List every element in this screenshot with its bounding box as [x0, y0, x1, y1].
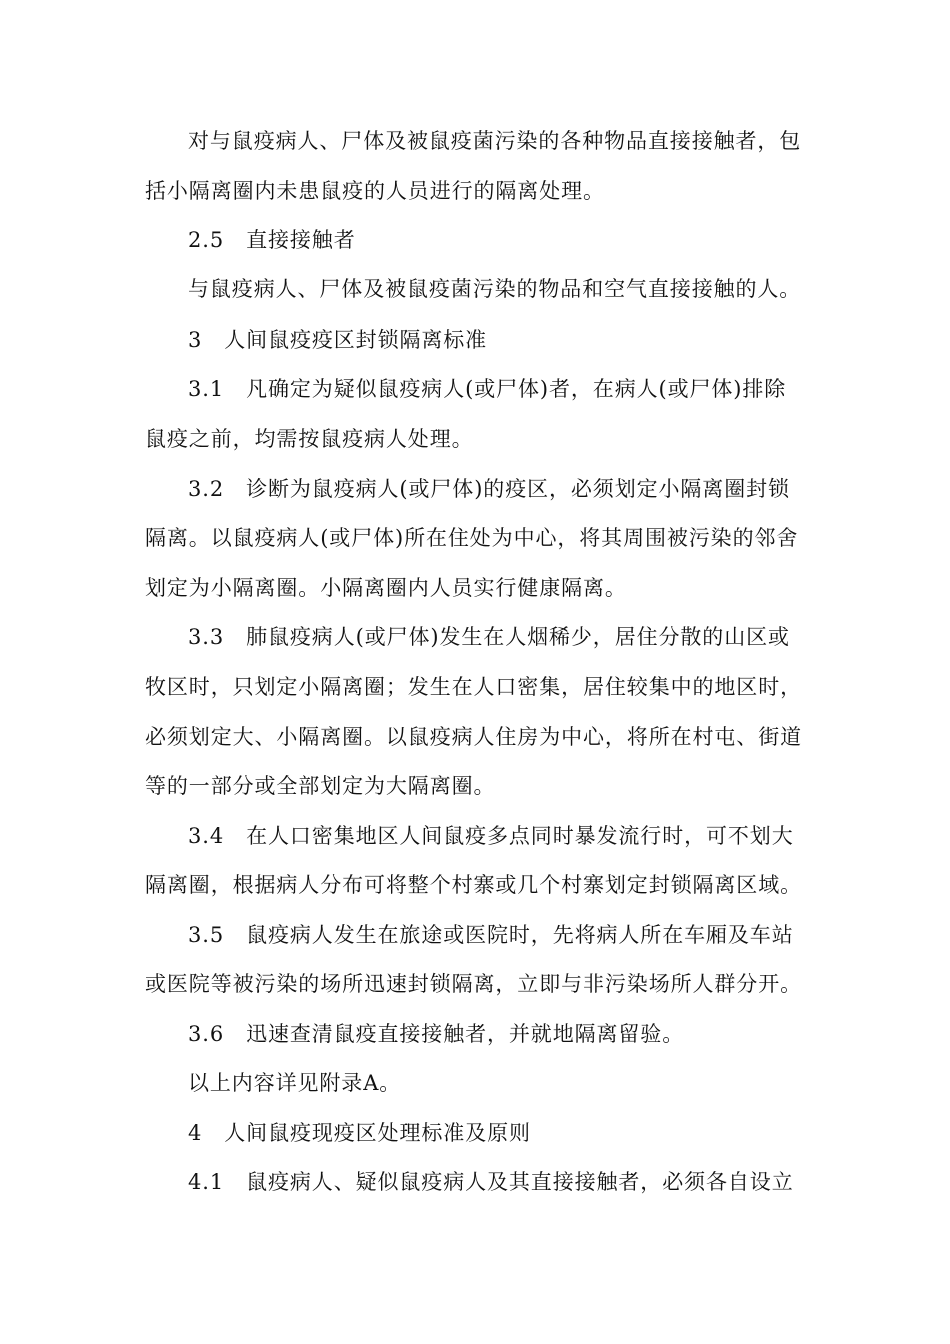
section-number: 4 — [188, 1121, 203, 1145]
paragraph-line: 必须划定大、小隔离圈。以鼠疫病人住房为中心，将所在村屯、街道 — [145, 725, 802, 749]
clause-number: 3.5 — [188, 923, 225, 947]
clause-text: 鼠疫病人、疑似鼠疫病人及其直接接触者，必须各自设立 — [246, 1170, 794, 1194]
clause-number: 3.3 — [188, 625, 225, 649]
clause-number: 3.6 — [188, 1022, 225, 1046]
clause-3-3 — [188, 622, 790, 652]
paragraph-line: 隔离。以鼠疫病人(或尸体)所在住处为中心，将其周围被污染的邻舍 — [145, 526, 799, 550]
section-title: 人间鼠疫现疫区处理标准及原则 — [224, 1121, 531, 1145]
paragraph-line: 或医院等被污染的场所迅速封锁隔离，立即与非污染场所人群分开。 — [145, 972, 802, 996]
clause-text: 迅速查清鼠疫直接接触者，并就地隔离留验。 — [246, 1022, 685, 1046]
section-title: 直接接触者 — [246, 228, 356, 252]
paragraph-line: 划定为小隔离圈。小隔离圈内人员实行健康隔离。 — [145, 576, 627, 600]
paragraph-line: 鼠疫之前，均需按鼠疫病人处理。 — [145, 427, 474, 451]
paragraph-line: 括小隔离圈内未患鼠疫的人员进行的隔离处理。 — [145, 179, 605, 203]
section-number: 3 — [188, 328, 203, 352]
clause-text: 肺鼠疫病人(或尸体)发生在人烟稀少，居住分散的山区或 — [246, 625, 790, 649]
paragraph-line: 与鼠疫病人、尸体及被鼠疫菌污染的物品和空气直接接触的人。 — [188, 277, 802, 301]
paragraph-line: 牧区时，只划定小隔离圈；发生在人口密集，居住较集中的地区时， — [145, 675, 802, 699]
section-heading-4 — [188, 1118, 531, 1148]
paragraph-line: 等的一部分或全部划定为大隔离圈。 — [145, 774, 496, 798]
clause-3-1 — [188, 374, 786, 404]
clause-number: 3.4 — [188, 824, 225, 848]
paragraph-line: 隔离圈，根据病人分布可将整个村寨或几个村寨划定封锁隔离区域。 — [145, 873, 802, 897]
clause-4-1 — [188, 1167, 794, 1197]
section-heading-3 — [188, 325, 487, 355]
clause-3-4 — [188, 821, 794, 851]
section-heading-2-5 — [188, 225, 356, 255]
clause-text: 鼠疫病人发生在旅途或医院时，先将病人所在车厢及车站 — [246, 923, 794, 947]
clause-number: 3.2 — [188, 477, 225, 501]
clause-3-2 — [188, 474, 790, 504]
clause-text: 诊断为鼠疫病人(或尸体)的疫区，必须划定小隔离圈封锁 — [246, 477, 790, 501]
clause-3-5 — [188, 920, 794, 950]
clause-3-6 — [188, 1019, 684, 1049]
clause-text: 在人口密集地区人间鼠疫多点同时暴发流行时，可不划大 — [246, 824, 794, 848]
paragraph-line: 以上内容详见附录A。 — [188, 1071, 402, 1095]
paragraph-line: 对与鼠疫病人、尸体及被鼠疫菌污染的各种物品直接接触者，包 — [188, 129, 802, 153]
section-title: 人间鼠疫疫区封锁隔离标准 — [224, 328, 488, 352]
section-number: 2.5 — [188, 228, 225, 252]
clause-text: 凡确定为疑似鼠疫病人(或尸体)者，在病人(或尸体)排除 — [246, 377, 787, 401]
clause-number: 4.1 — [188, 1170, 225, 1194]
clause-number: 3.1 — [188, 377, 225, 401]
